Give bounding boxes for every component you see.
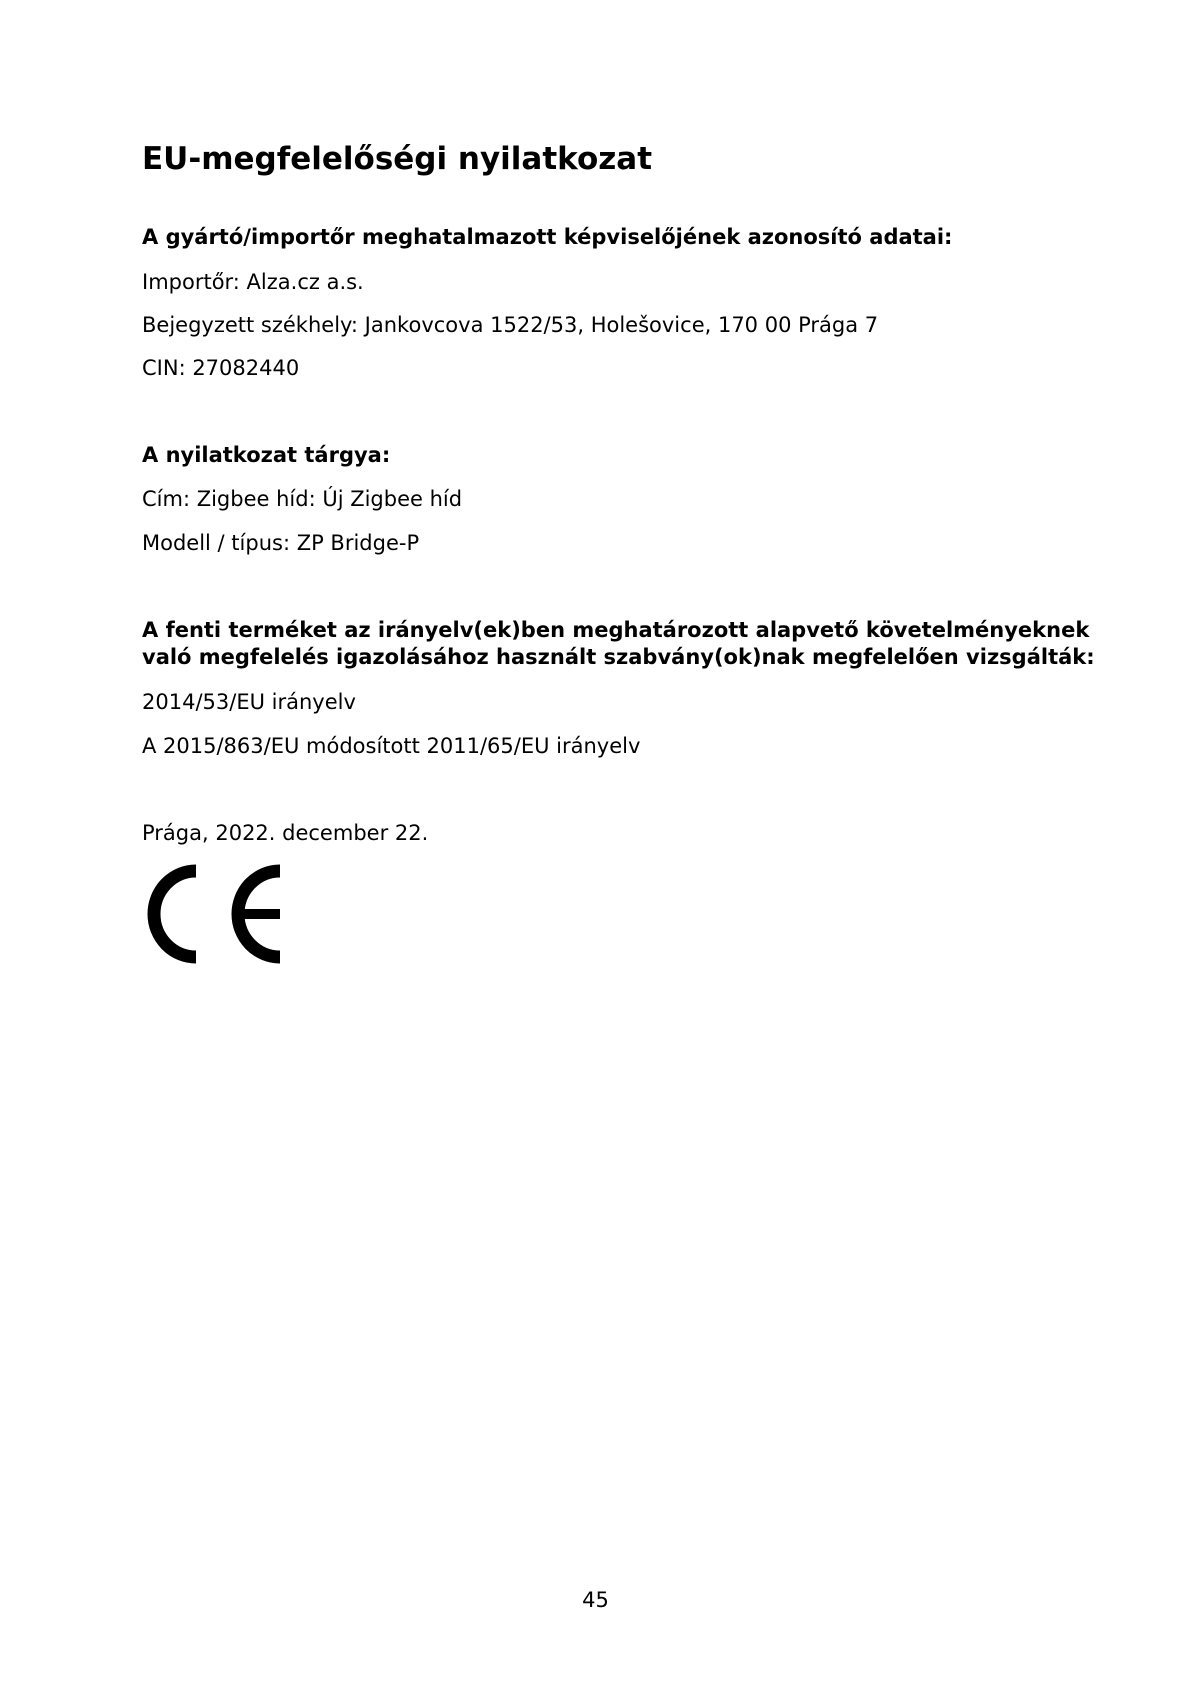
importer-heading: A gyártó/importőr meghatalmazott képviselőjének azonosító adatai: — [142, 225, 953, 249]
place-date-line: Prága, 2022. december 22. — [142, 821, 429, 845]
ce-mark-icon — [140, 864, 285, 964]
importer-line: Importőr: Alza.cz a.s. — [142, 270, 364, 294]
subject-heading: A nyilatkozat tárgya: — [142, 443, 391, 467]
cin-line: CIN: 27082440 — [142, 356, 300, 380]
model-line: Modell / típus: ZP Bridge-P — [142, 531, 420, 555]
directive-line-1: 2014/53/EU irányelv — [142, 690, 356, 714]
page-number: 45 — [582, 1588, 609, 1612]
page-title: EU-megfelelőségi nyilatkozat — [142, 141, 653, 177]
product-title-line: Cím: Zigbee híd: Új Zigbee híd — [142, 487, 463, 511]
standards-heading-line-2: való megfelelés igazolásához használt szabvány(ok)nak megfelelően vizsgálták: — [142, 645, 1095, 669]
standards-heading-line-1: A fenti terméket az irányelv(ek)ben meghatározott alapvető követelményeknek — [142, 618, 1090, 642]
registered-seat-line: Bejegyzett székhely: Jankovcova 1522/53, Holešovice, 170 00 Prága 7 — [142, 313, 879, 337]
directive-line-2: A 2015/863/EU módosított 2011/65/EU irányelv — [142, 734, 641, 758]
